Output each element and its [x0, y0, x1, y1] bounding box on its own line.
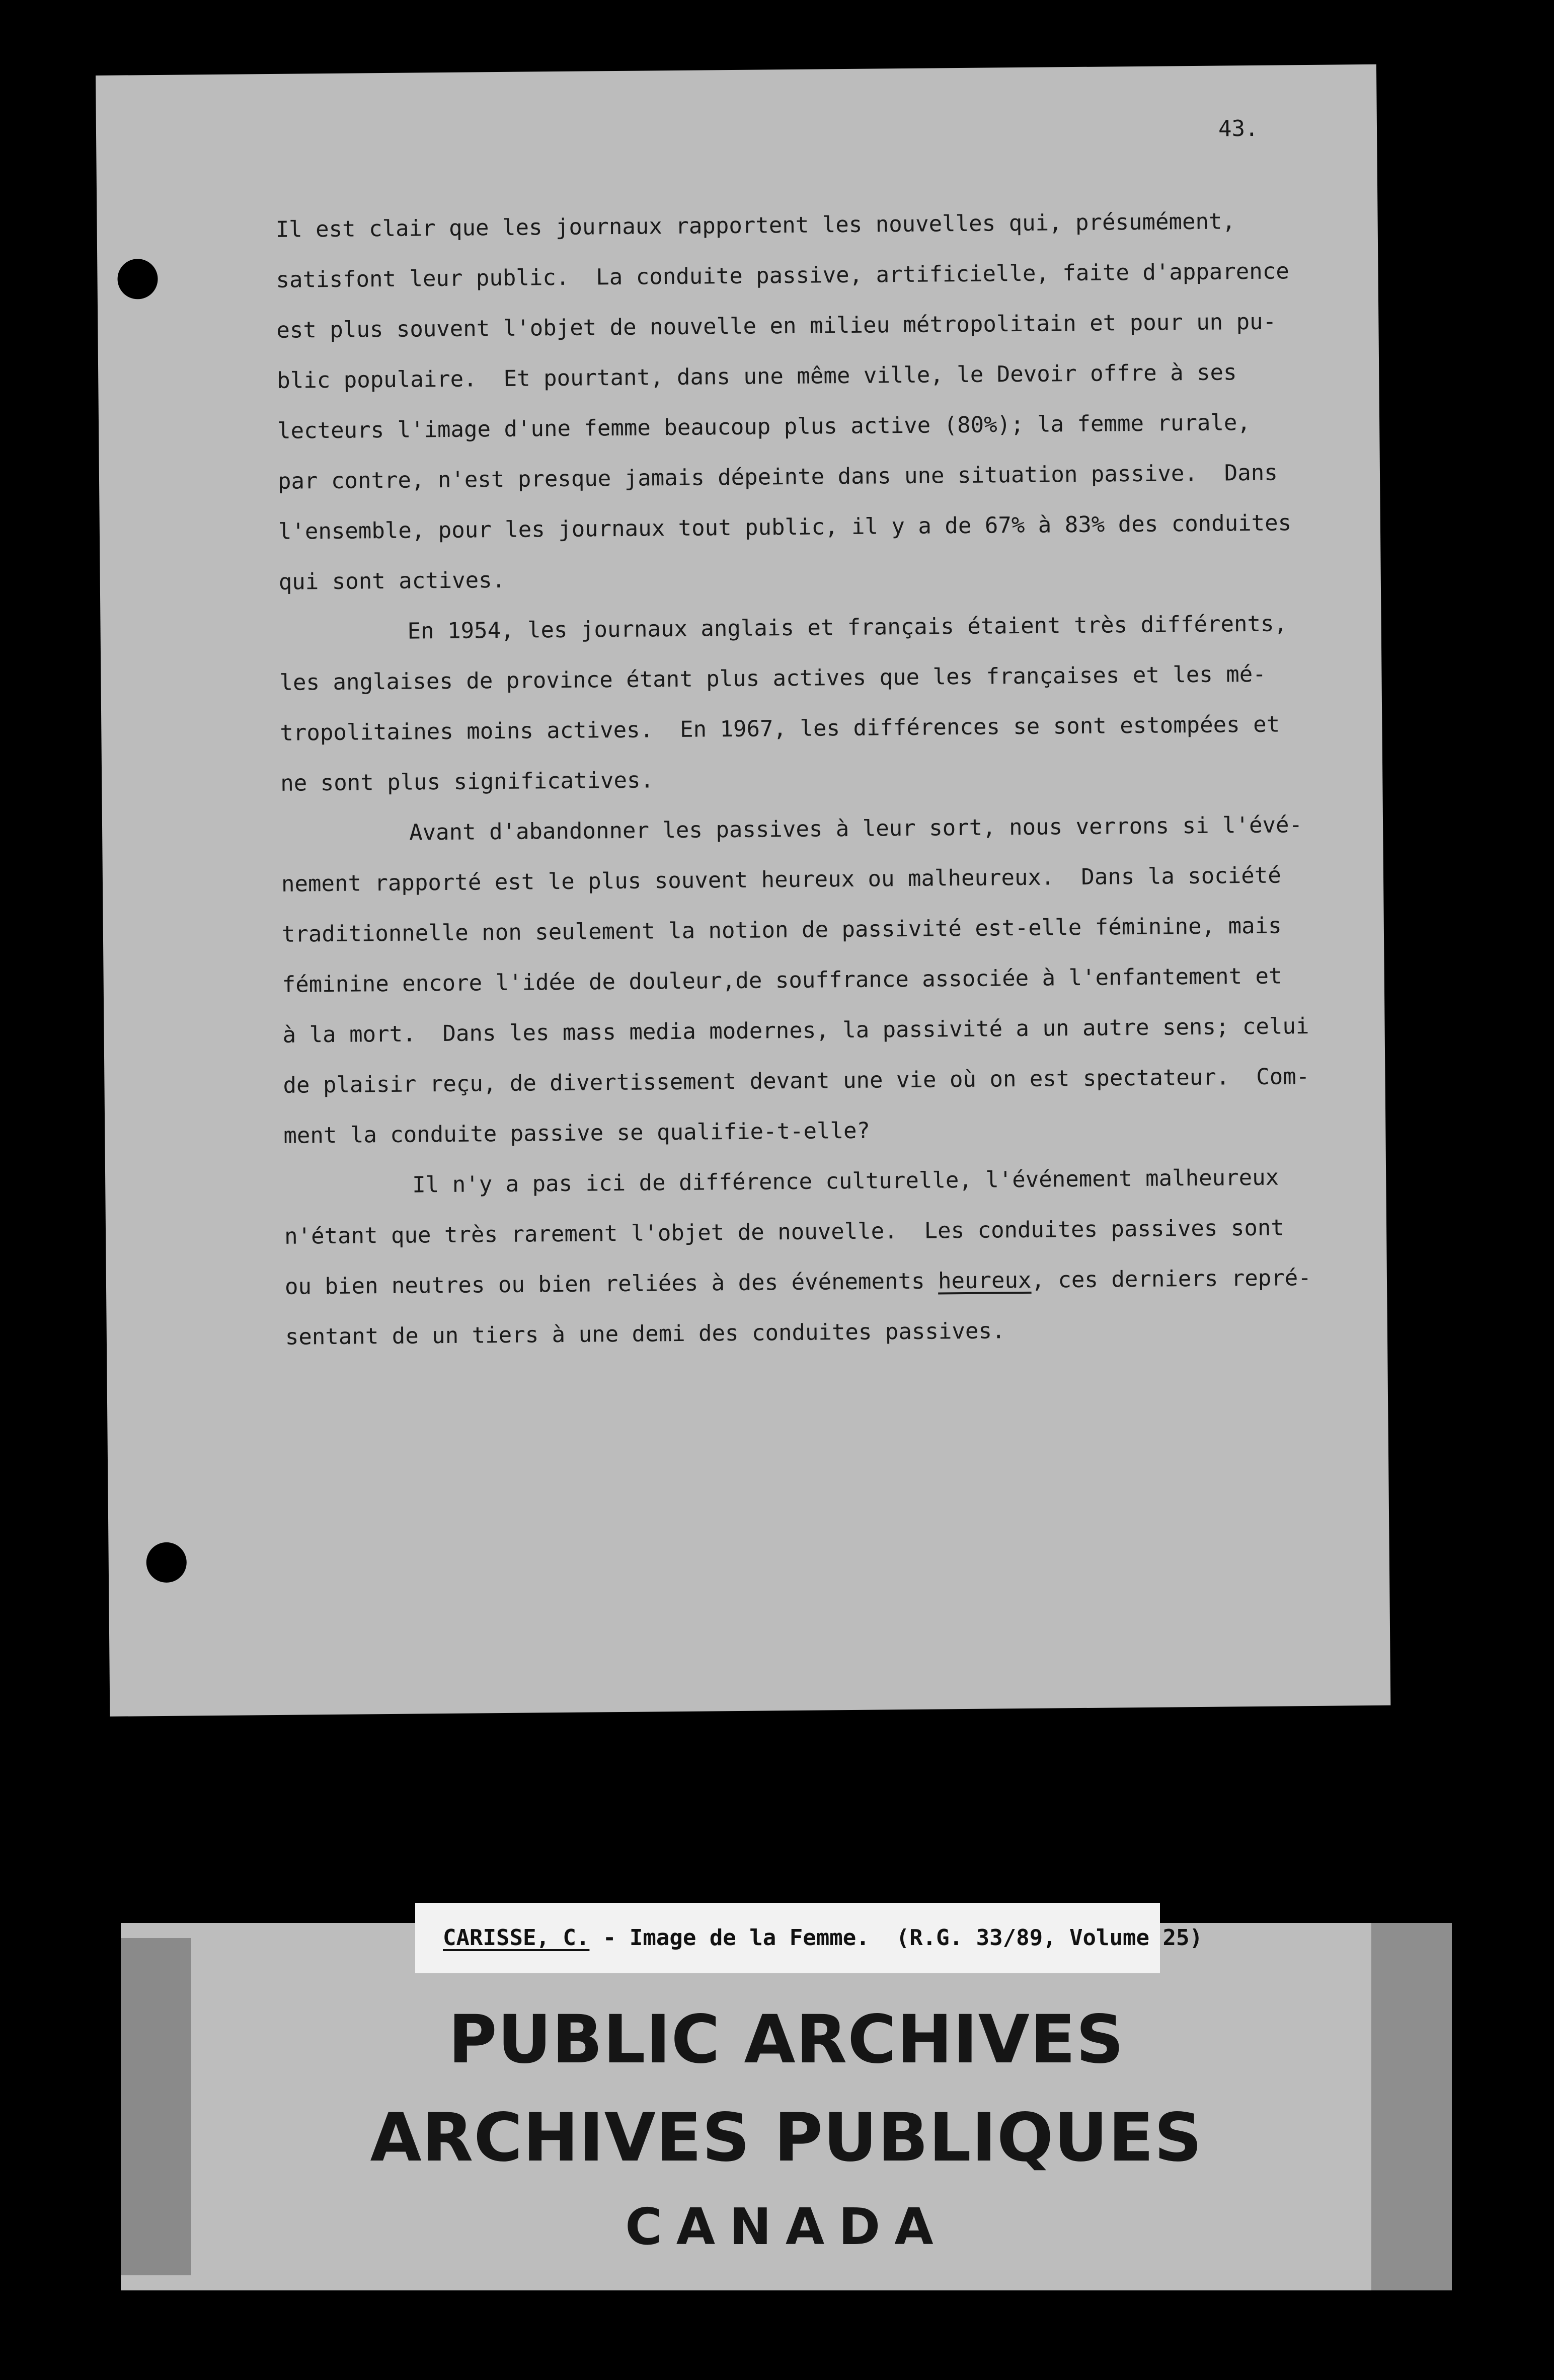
text-line: les anglaises de province étant plus actives que les françaises et les mé- [279, 661, 1266, 696]
text-line: nement rapporté est le plus souvent heureux ou malheureux. Dans la société [281, 862, 1281, 897]
text-line: sentant de un tiers à une demi des conduites passives. [285, 1318, 1005, 1350]
text-line: ment la conduite passive se qualifie-t-elle? [283, 1118, 871, 1149]
underlined-word: heureux [938, 1267, 1032, 1294]
text-line: qui sont actives. [278, 567, 506, 595]
punch-hole-bottom [146, 1542, 187, 1583]
text-segment: ou bien neutres ou bien reliées à des événements [284, 1268, 939, 1300]
archive-country: CANADA [625, 2197, 948, 2256]
text-line: Il est clair que les journaux rapportent les nouvelles qui, présumément, [275, 208, 1236, 243]
text-line: ne sont plus significatives. [280, 767, 654, 796]
punch-hole-top [117, 259, 158, 300]
text-line: En 1954, les journaux anglais et français étaient très différents, [407, 611, 1288, 644]
archive-caption-label [415, 1903, 1203, 1973]
text-segment: , ces derniers repré- [1031, 1265, 1311, 1293]
text-line: traditionnelle non seulement la notion de passivité est-elle féminine, mais [281, 913, 1282, 947]
caption-author: CARISSE, C. [443, 1925, 590, 1951]
archive-title-french: ARCHIVES PUBLIQUES [370, 2099, 1203, 2177]
text-line: l'ensemble, pour les journaux tout public, il y a de 67% à 83% des conduites [278, 510, 1292, 545]
text-line: tropolitaines moins actives. En 1967, les différences se sont estompées et [280, 711, 1280, 746]
text-line: par contre, n'est presque jamais dépeinte dans une situation passive. Dans [277, 460, 1278, 494]
text-line: Il n'y a pas ici de différence culturelle, l'événement malheureux [412, 1164, 1279, 1198]
typed-page [96, 64, 1390, 1717]
text-line: à la mort. Dans les mass media modernes, la passivité a un autre sens; celui [282, 1013, 1309, 1048]
archive-title-english: PUBLIC ARCHIVES [448, 2001, 1125, 2078]
text-line: féminine encore l'idée de douleur,de souffrance associée à l'enfantement et [282, 963, 1282, 998]
text-line: n'étant que très rarement l'objet de nouvelle. Les conduites passives sont [284, 1215, 1285, 1249]
page-number: 43. [1218, 115, 1259, 142]
text-line: est plus souvent l'objet de nouvelle en milieu métropolitain et pour un pu- [276, 309, 1277, 343]
text-line: de plaisir reçu, de divertissement devant une vie où on est spectateur. Com- [283, 1064, 1310, 1098]
text-line: lecteurs l'image d'une femme beaucoup plus active (80%); la femme rurale, [277, 410, 1251, 444]
text-line: Avant d'abandonner les passives à leur sort, nous verrons si l'évé- [409, 812, 1303, 846]
body-text [275, 196, 1311, 1362]
caption-reference: - Image de la Femme. (R.G. 33/89, Volume 25) [589, 1925, 1203, 1951]
text-line [284, 1253, 1311, 1312]
text-line: satisfont leur public. La conduite passive, artificielle, faite d'apparence [276, 258, 1289, 293]
text-line: blic populaire. Et pourtant, dans une même ville, le Devoir offre à ses [277, 359, 1237, 394]
